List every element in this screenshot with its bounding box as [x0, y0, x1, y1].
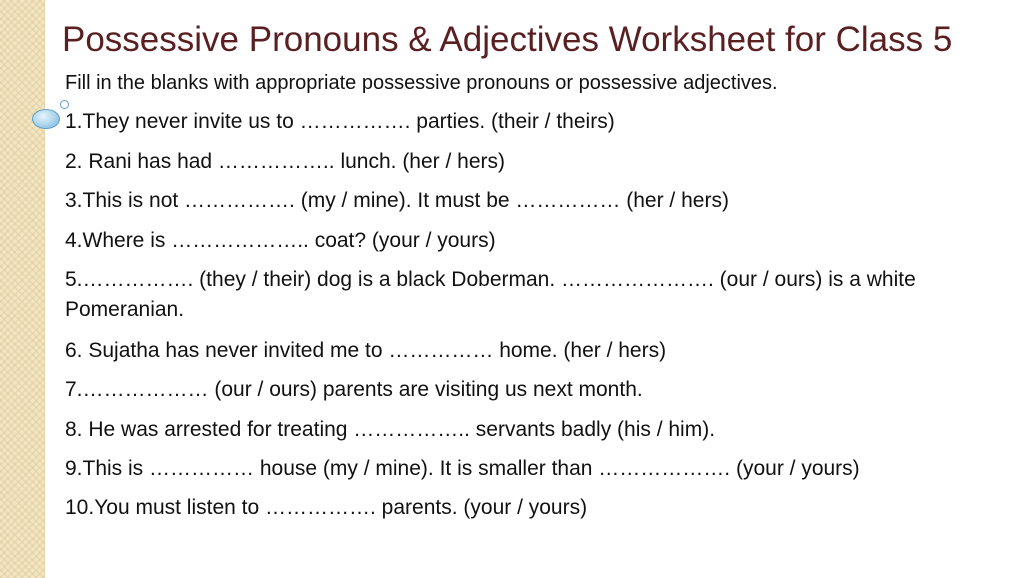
question-8: 8. He was arrested for treating …………….. servants badly (his / him). [65, 418, 716, 441]
page-title: Possessive Pronouns & Adjectives Worksheet for Class 5 [62, 20, 953, 59]
question-6: 6. Sujatha has never invited me to …………… home. (her / hers) [65, 339, 667, 362]
question-2: 2. Rani has had …………….. lunch. (her / hers) [65, 150, 506, 173]
bullet-bubble-icon [32, 109, 60, 129]
question-9: 9.This is …………… house (my / mine). It is smaller than ………………. (your / yours) [65, 457, 860, 480]
question-7: 7.……………… (our / ours) parents are visiting us next month. [65, 378, 643, 401]
question-3: 3.This is not ……………. (my / mine). It must be …………… (her / hers) [65, 189, 729, 212]
instructions-text: Fill in the blanks with appropriate possessive pronouns or possessive adjectives. [65, 72, 778, 94]
question-10: 10.You must listen to ……………. parents. (your / yours) [65, 496, 588, 519]
question-1: 1.They never invite us to ……………. parties. (their / theirs) [65, 110, 615, 133]
question-5: 5.……………. (they / their) dog is a black Doberman. …………………. (our / ours) is a white Pomeranian. [65, 268, 916, 321]
decorative-left-band [0, 0, 45, 578]
question-4: 4.Where is ……………….. coat? (your / yours) [65, 229, 496, 252]
